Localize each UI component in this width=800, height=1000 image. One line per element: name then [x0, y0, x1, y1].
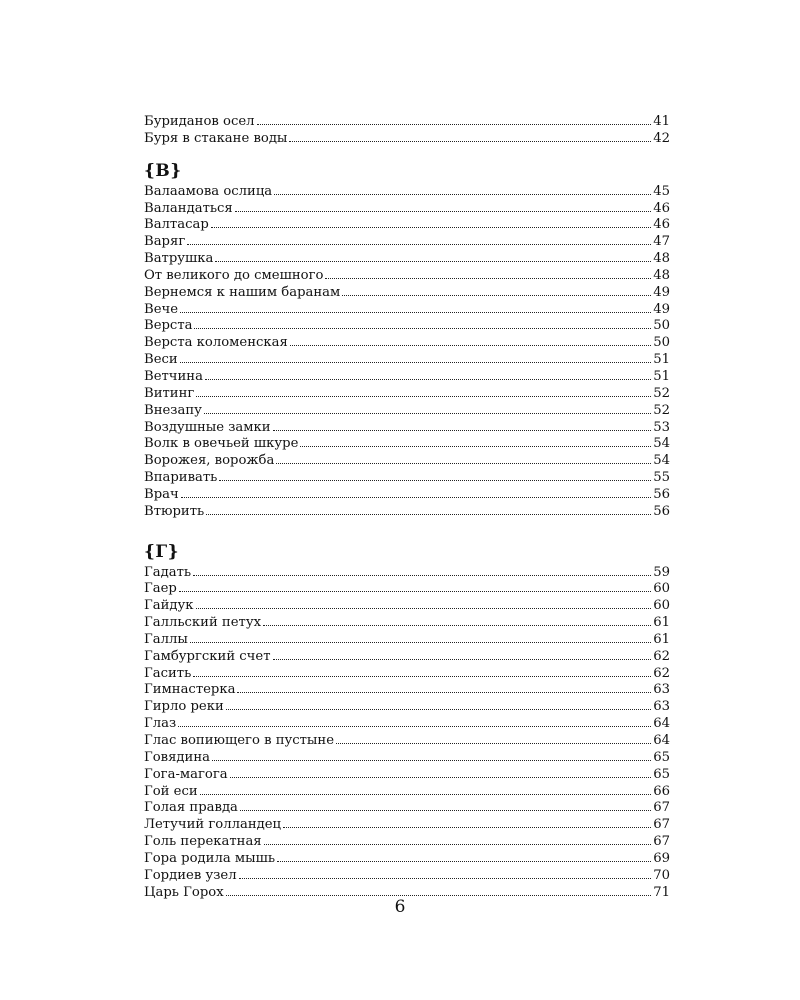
dot-leader [290, 344, 651, 346]
toc-entry[interactable] [144, 834, 670, 851]
toc-entry[interactable] [144, 682, 670, 699]
dot-leader [277, 860, 651, 862]
dot-leader [226, 708, 651, 710]
dot-leader [235, 210, 651, 212]
dot-leader [274, 193, 651, 195]
toc-entry-page: 69 [653, 850, 670, 866]
toc-entry[interactable] [144, 504, 670, 521]
toc-entry-title: Гайдук [144, 598, 194, 614]
toc-entry-title: Витинг [144, 385, 195, 401]
toc-entry-title: Воздушные замки [144, 419, 271, 435]
toc-entry-title: Гаер [144, 581, 177, 597]
dot-leader [215, 260, 651, 262]
toc-entry[interactable] [144, 784, 670, 801]
toc-entry-title: Верста [144, 318, 193, 334]
toc-entry[interactable] [144, 386, 670, 403]
dot-leader [226, 894, 652, 896]
toc-entry-title: Внезапу [144, 402, 202, 418]
toc-entry-page: 47 [653, 234, 670, 250]
dot-leader [194, 327, 651, 329]
toc-entry-title: Говядина [144, 749, 210, 765]
dot-leader [300, 445, 651, 447]
toc-entry-title: Ветчина [144, 368, 203, 384]
toc-entry-title: Ворожея, ворожба [144, 453, 275, 469]
toc-entry-title: Втюрить [144, 503, 205, 519]
toc-entry-page: 51 [653, 352, 670, 368]
dot-leader [180, 311, 651, 313]
toc-entry-page: 67 [653, 834, 670, 850]
dot-leader [273, 658, 652, 660]
dot-leader [179, 590, 651, 592]
toc-entry[interactable] [144, 487, 670, 504]
toc-entry-title: Царь Горох [144, 884, 224, 900]
toc-entry-title: Буриданов осел [144, 114, 255, 129]
dot-leader [263, 624, 651, 626]
toc-entry-title: Ватрушка [144, 251, 214, 267]
toc-entry-title: Гамбургский счет [144, 648, 271, 664]
toc-entry[interactable] [144, 302, 670, 319]
toc-entry-title: Варяг [144, 234, 186, 250]
toc-entry[interactable] [144, 800, 670, 817]
toc-entry[interactable] [144, 403, 670, 420]
toc-entry-page: 62 [653, 648, 670, 664]
toc-entry-page: 46 [653, 200, 670, 216]
dot-leader [336, 742, 651, 744]
toc-entry[interactable] [144, 470, 670, 487]
toc-entry-title: Глаз [144, 716, 177, 732]
dot-leader [193, 675, 651, 677]
dot-leader [190, 641, 651, 643]
toc-entry[interactable] [144, 632, 670, 649]
dot-leader [276, 462, 651, 464]
dot-leader [325, 277, 651, 279]
toc-entry-page: 59 [653, 564, 670, 580]
toc-entry-title: Волк в овечьей шкуре [144, 436, 299, 452]
section-spacer [144, 521, 670, 542]
toc-entry-page: 50 [653, 318, 670, 334]
section-heading-v: {В} [144, 160, 182, 181]
toc-entry[interactable] [144, 615, 670, 632]
toc-entry[interactable] [144, 420, 670, 437]
toc-entry-title: Гирло реки [144, 699, 224, 715]
toc-entry[interactable] [144, 649, 670, 666]
toc-entry-title: Гора родила мышь [144, 850, 276, 866]
toc-entry-title: Голь перекатная [144, 834, 262, 850]
toc-entry-title: Валандаться [144, 200, 233, 216]
toc-entry-page: 62 [653, 665, 670, 681]
toc-entry-title: Вернемся к нашим баранам [144, 284, 341, 300]
toc-entry-page: 52 [653, 402, 670, 418]
dot-leader [289, 140, 651, 142]
dot-leader [204, 412, 651, 414]
toc-entry[interactable] [144, 598, 670, 615]
toc-entry[interactable] [144, 666, 670, 683]
toc-entry[interactable] [144, 285, 670, 302]
dot-leader [178, 725, 651, 727]
dot-leader [239, 877, 652, 879]
toc-entry-title: Галльский петух [144, 615, 262, 631]
toc-entry-title: Галлы [144, 631, 188, 647]
toc-entry[interactable] [144, 565, 670, 582]
toc-entry-page: 61 [653, 631, 670, 647]
toc-entry-title: Гога-магога [144, 766, 228, 782]
toc-entry[interactable] [144, 318, 670, 335]
dot-leader [206, 513, 651, 515]
toc-entry-page: 55 [653, 470, 670, 486]
toc-entry-page: 48 [653, 267, 670, 283]
toc-section-g [144, 542, 670, 902]
page-number: 6 [394, 897, 406, 917]
toc-entry-title: Гимнастерка [144, 682, 236, 698]
dot-leader [211, 226, 651, 228]
toc-entry-page: 53 [653, 419, 670, 435]
toc-entry-title: От великого до смешного [144, 267, 324, 283]
toc-entry-page: 67 [653, 817, 670, 833]
toc-entry[interactable] [144, 767, 670, 784]
dot-leader [342, 294, 651, 296]
toc-entry[interactable] [144, 750, 670, 767]
toc-entry[interactable] [144, 352, 670, 369]
toc-entry[interactable] [144, 699, 670, 716]
toc-entry-title: Гордиев узел [144, 867, 237, 883]
toc-entry-page: 50 [653, 335, 670, 351]
dot-leader [219, 479, 651, 481]
dot-leader [200, 793, 652, 795]
dot-leader [237, 691, 651, 693]
toc-entry[interactable] [144, 581, 670, 598]
toc-entry-page: 56 [653, 486, 670, 502]
toc-entry-page: 67 [653, 800, 670, 816]
toc-entry-title: Врач [144, 486, 179, 502]
toc-entry-page: 45 [653, 183, 670, 199]
toc-entry-page: 56 [653, 503, 670, 519]
section-heading-g: {Г} [144, 541, 180, 562]
toc-entry-page: 61 [653, 615, 670, 631]
toc-entry[interactable] [144, 201, 670, 218]
toc-entry-page: 46 [653, 217, 670, 233]
dot-leader [230, 776, 652, 778]
toc-entry-title: Валтасар [144, 217, 209, 233]
toc-entry[interactable] [144, 817, 670, 834]
dot-leader [187, 243, 651, 245]
toc-entry-title: Верста коломенская [144, 335, 288, 351]
toc-entry-page: 54 [653, 436, 670, 452]
toc-entry[interactable] [144, 868, 670, 885]
table-of-contents [144, 114, 670, 901]
toc-entry[interactable] [144, 251, 670, 268]
toc-section-b-continued [144, 114, 670, 148]
dot-leader [283, 826, 651, 828]
toc-entry-page: 60 [653, 598, 670, 614]
toc-entry-title: Летучий голландец [144, 817, 282, 833]
dot-leader [193, 574, 651, 576]
toc-entry-page: 49 [653, 301, 670, 317]
toc-entry-page: 52 [653, 385, 670, 401]
section-spacer [144, 148, 670, 161]
toc-entry[interactable] [144, 716, 670, 733]
toc-entry-page: 41 [653, 114, 670, 129]
toc-entry-title: Глас вопиющего в пустыне [144, 733, 335, 748]
dot-leader [212, 759, 651, 761]
toc-entry[interactable] [144, 184, 670, 201]
toc-entry-page: 71 [653, 884, 670, 900]
toc-entry-page: 42 [653, 130, 670, 146]
toc-entry-title: Гасить [144, 665, 192, 681]
toc-entry[interactable] [144, 234, 670, 251]
toc-entry-page: 60 [653, 581, 670, 597]
toc-entry-title: Гадать [144, 564, 192, 580]
toc-entry-page: 64 [653, 716, 670, 732]
toc-entry-page: 48 [653, 251, 670, 267]
toc-entry-title: Валаамова ослица [144, 183, 273, 199]
dot-leader [257, 123, 652, 125]
dot-leader [205, 378, 651, 380]
toc-entry-title: Вече [144, 301, 179, 317]
toc-entry-page: 63 [653, 699, 670, 715]
toc-entry-title: Веси [144, 352, 178, 368]
toc-entry-page: 51 [653, 368, 670, 384]
dot-leader [196, 607, 652, 609]
dot-leader [180, 361, 652, 363]
toc-entry-page: 66 [653, 783, 670, 799]
toc-entry-page: 63 [653, 682, 670, 698]
toc-entry[interactable] [144, 851, 670, 868]
dot-leader [196, 395, 651, 397]
toc-entry[interactable] [144, 217, 670, 234]
toc-entry-page: 70 [653, 867, 670, 883]
toc-entry[interactable] [144, 733, 670, 750]
toc-entry-page: 54 [653, 453, 670, 469]
toc-entry[interactable] [144, 114, 670, 131]
dot-leader [273, 429, 652, 431]
toc-entry[interactable] [144, 268, 670, 285]
toc-entry[interactable] [144, 335, 670, 352]
dot-leader [240, 809, 651, 811]
toc-entry-page: 65 [653, 766, 670, 782]
toc-entry-page: 65 [653, 749, 670, 765]
toc-entry[interactable] [144, 131, 670, 148]
toc-entry[interactable] [144, 436, 670, 453]
toc-entry-page: 64 [653, 733, 670, 748]
toc-entry-page: 49 [653, 284, 670, 300]
toc-entry[interactable] [144, 369, 670, 386]
dot-leader [181, 496, 652, 498]
dot-leader [264, 843, 652, 845]
toc-entry-title: Впаривать [144, 470, 218, 486]
toc-entry-title: Буря в стакане воды [144, 130, 288, 146]
toc-entry-title: Голая правда [144, 800, 238, 816]
toc-section-v [144, 161, 670, 521]
toc-entry-title: Гой еси [144, 783, 198, 799]
toc-entry[interactable] [144, 453, 670, 470]
